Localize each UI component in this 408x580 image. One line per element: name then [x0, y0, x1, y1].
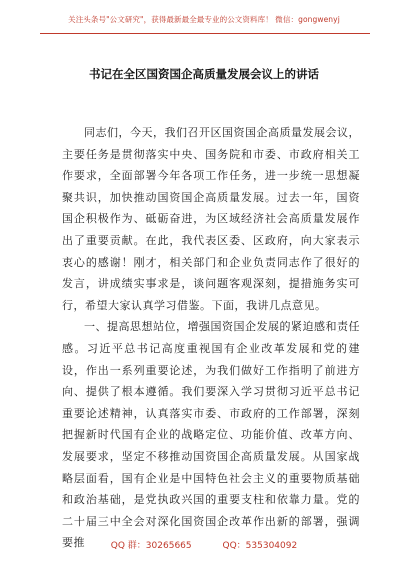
paragraph-opening: 同志们，今天，我们召开区国资国企高质量发展会议，主要任务是贯彻落实中央、国务院和市委、市政府相关工作要求，全面部署今年各项工作任务，进一步统一思想凝聚共识，加快推动国资国企高质量发展。过去一年，国资国企积极作为、砥砺奋进，为区域经济社会高质量发展作出了重要贡献。在此，我代表区委、区政府，向大家表示衷心的感谢！刚才，相关部门和企业负责同志作了很好的发言，讲成绩实事求是，谈问题客观深刻，提措施务实可行，希望大家认真学习借鉴。下面，我讲几点意见。 — [62, 126, 360, 312]
qq-number: QQ：535304092 — [222, 541, 298, 551]
document-title: 书记在全区国资国企高质量发展会议上的讲话 — [89, 67, 319, 81]
header-divider — [40, 33, 370, 34]
contact-footer — [0, 538, 408, 551]
document-body — [62, 122, 360, 554]
promo-header: 关注头条号"公文研究"，获得最新最全最专业的公文资料库！ 微信：gongwenyj — [68, 15, 340, 24]
qq-group-number: QQ 群：30265665 — [110, 541, 192, 551]
paragraph-section-one: 一、提高思想站位，增强国资国企发展的紧迫感和责任感。习近平总书记高度重视国有企业改革发展和党的建设，作出一系列重要论述，为我们做好工作指明了前进方向、提供了根本遵循。我们要深入学习贯彻习近平总书记重要论述精神，认真落实市委、市政府的工作部署，深刻把握新时代国有企业的战略定位、功能价值、改革方向、发展要求，坚定不移推动国资国企高质量发展。从国家战略层面看，国有企业是中国特色社会主义的重要物质基础和政治基础，是党执政兴国的重要支柱和依靠力量。党的二十届三中全会对深化国资国企改革作出新的部署，强调要推 — [62, 320, 360, 550]
